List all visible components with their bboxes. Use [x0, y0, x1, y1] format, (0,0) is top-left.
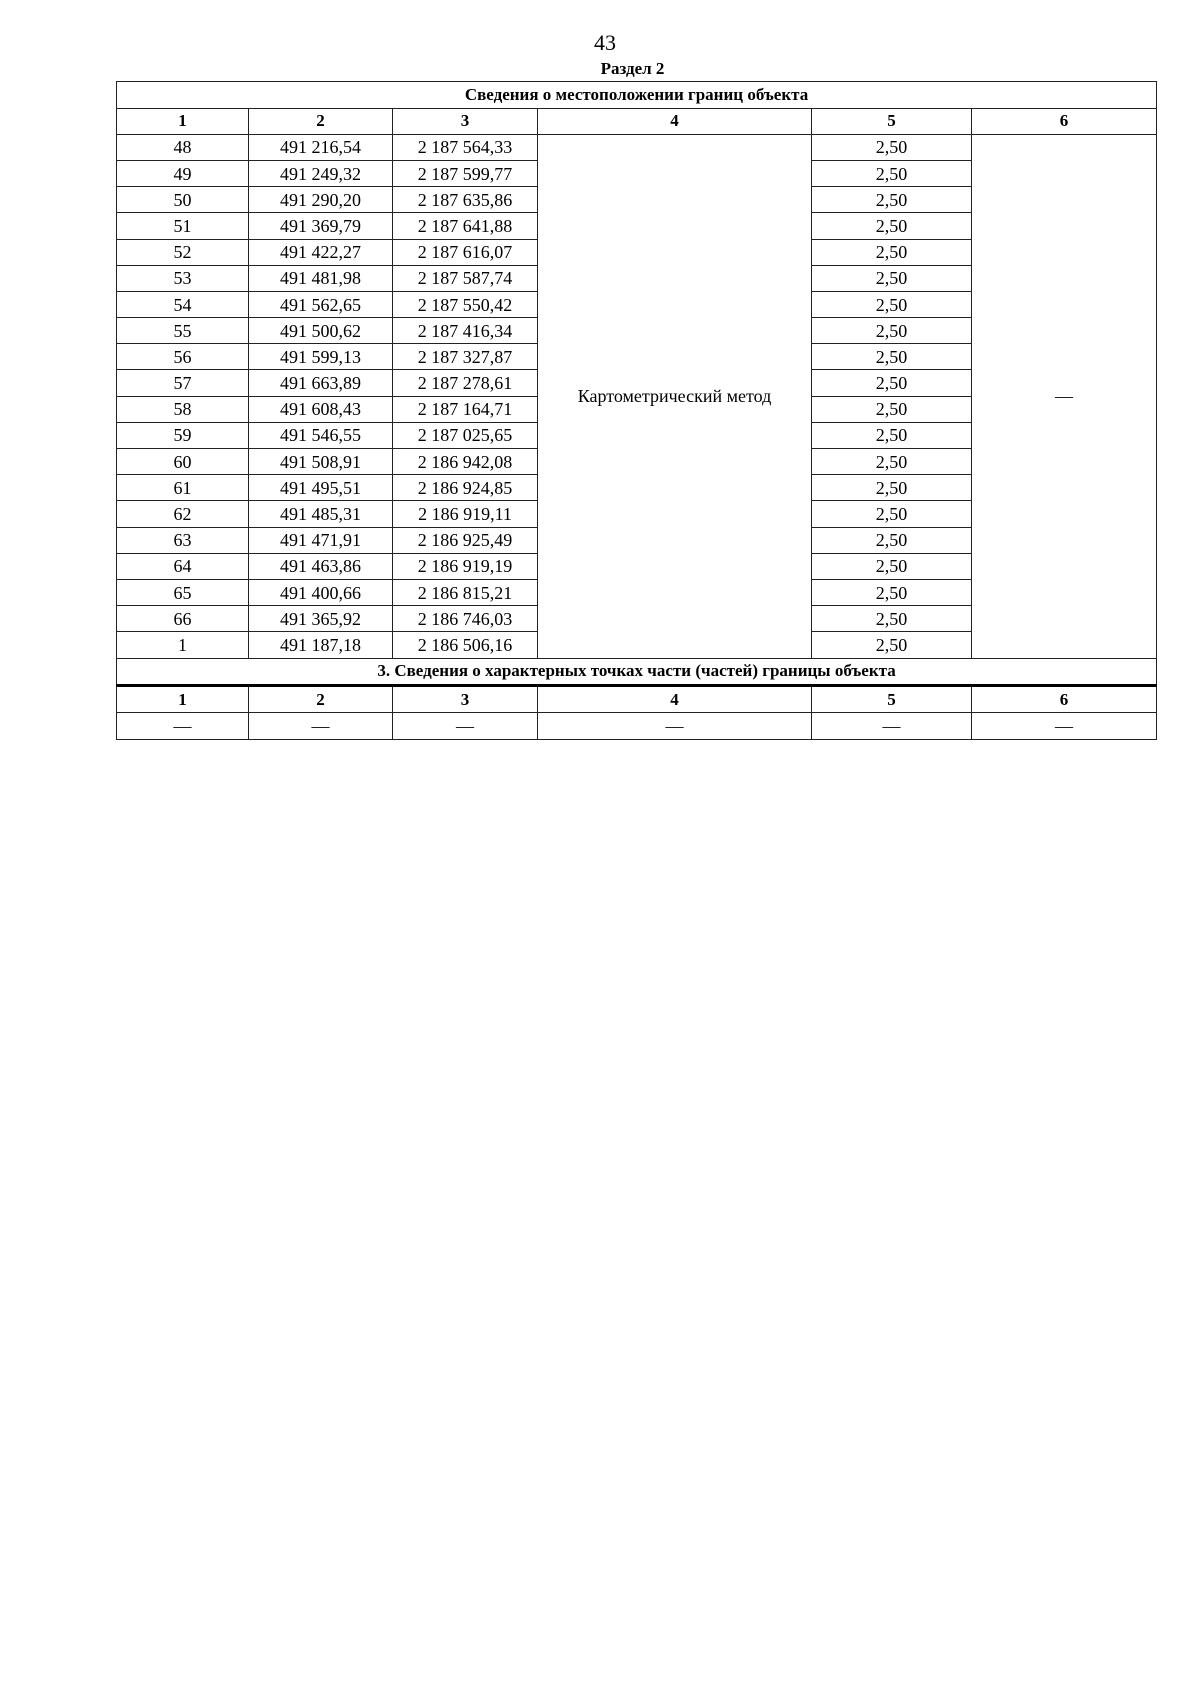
column-number: 4: [538, 686, 812, 713]
coordinate-x-cell: 491 495,51: [249, 475, 393, 501]
accuracy-cell: 2,50: [812, 475, 972, 501]
accuracy-cell: 2,50: [812, 527, 972, 553]
accuracy-cell: 2,50: [812, 239, 972, 265]
coordinate-x-cell: 491 599,13: [249, 344, 393, 370]
coordinate-y-cell: 2 187 327,87: [393, 344, 538, 370]
coordinate-x-cell: 491 608,43: [249, 396, 393, 422]
coordinate-y-cell: 2 187 164,71: [393, 396, 538, 422]
coordinate-y-cell: 2 186 815,21: [393, 579, 538, 605]
coordinate-x-cell: 491 463,86: [249, 553, 393, 579]
parts-cell: —: [972, 713, 1157, 739]
point-number-cell: 50: [117, 187, 249, 213]
coordinate-x-cell: 491 365,92: [249, 606, 393, 632]
coordinate-x-cell: 491 249,32: [249, 160, 393, 186]
point-number-cell: 53: [117, 265, 249, 291]
accuracy-cell: 2,50: [812, 449, 972, 475]
coordinate-y-cell: 2 186 942,08: [393, 449, 538, 475]
parts-caption-row: [117, 658, 1157, 686]
column-number: 1: [117, 108, 249, 134]
parts-cell: —: [393, 713, 538, 739]
column-number: 3: [393, 108, 538, 134]
coordinate-y-cell: 2 186 925,49: [393, 527, 538, 553]
parts-row: [117, 713, 1157, 739]
table-caption-main: Сведения о местоположении границ объекта: [117, 82, 1157, 109]
accuracy-cell: 2,50: [812, 422, 972, 448]
point-number-cell: 59: [117, 422, 249, 448]
column-number: 5: [812, 686, 972, 713]
coordinate-x-cell: 491 485,31: [249, 501, 393, 527]
accuracy-cell: 2,50: [812, 265, 972, 291]
point-number-cell: 52: [117, 239, 249, 265]
coordinate-y-cell: 2 186 919,19: [393, 553, 538, 579]
coordinate-x-cell: 491 216,54: [249, 134, 393, 160]
point-number-cell: 60: [117, 449, 249, 475]
point-number-cell: 54: [117, 291, 249, 317]
point-number-cell: 51: [117, 213, 249, 239]
coordinate-x-cell: 491 508,91: [249, 449, 393, 475]
coordinate-y-cell: 2 187 416,34: [393, 318, 538, 344]
point-number-cell: 55: [117, 318, 249, 344]
coordinate-x-cell: 491 481,98: [249, 265, 393, 291]
coordinate-y-cell: 2 187 616,07: [393, 239, 538, 265]
coordinate-x-cell: 491 187,18: [249, 632, 393, 658]
column-number: 6: [972, 108, 1157, 134]
accuracy-cell: 2,50: [812, 553, 972, 579]
point-number-cell: 56: [117, 344, 249, 370]
accuracy-cell: 2,50: [812, 344, 972, 370]
coordinate-x-cell: 491 369,79: [249, 213, 393, 239]
coordinate-x-cell: 491 663,89: [249, 370, 393, 396]
point-number-cell: 65: [117, 579, 249, 605]
coordinate-y-cell: 2 187 564,33: [393, 134, 538, 160]
coordinate-y-cell: 2 187 599,77: [393, 160, 538, 186]
column-number-row: [117, 108, 1157, 134]
parts-cell: —: [812, 713, 972, 739]
accuracy-cell: 2,50: [812, 213, 972, 239]
boundary-table-body: [117, 82, 1157, 740]
column-number: 4: [538, 108, 812, 134]
accuracy-cell: 2,50: [812, 632, 972, 658]
point-number-cell: 58: [117, 396, 249, 422]
accuracy-cell: 2,50: [812, 160, 972, 186]
parts-cell: —: [249, 713, 393, 739]
point-number-cell: 63: [117, 527, 249, 553]
coordinate-y-cell: 2 187 641,88: [393, 213, 538, 239]
coordinate-y-cell: 2 187 278,61: [393, 370, 538, 396]
point-number-cell: 1: [117, 632, 249, 658]
parts-cell: —: [117, 713, 249, 739]
point-number-cell: 62: [117, 501, 249, 527]
point-number-cell: 64: [117, 553, 249, 579]
accuracy-cell: 2,50: [812, 579, 972, 605]
table-caption-row: [117, 82, 1157, 109]
accuracy-cell: 2,50: [812, 291, 972, 317]
method-cell: Картометрический метод: [538, 134, 812, 658]
point-number-cell: 48: [117, 134, 249, 160]
column-number: 2: [249, 108, 393, 134]
column-number: 1: [117, 686, 249, 713]
boundary-table: [116, 81, 1157, 740]
coordinate-x-cell: 491 400,66: [249, 579, 393, 605]
coordinate-y-cell: 2 186 746,03: [393, 606, 538, 632]
accuracy-cell: 2,50: [812, 396, 972, 422]
coordinate-y-cell: 2 186 924,85: [393, 475, 538, 501]
coordinate-y-cell: 2 186 919,11: [393, 501, 538, 527]
coordinate-x-cell: 491 546,55: [249, 422, 393, 448]
column-number: 3: [393, 686, 538, 713]
point-number-cell: 61: [117, 475, 249, 501]
table-caption-parts: 3. Сведения о характерных точках части (частей) границы объекта: [117, 658, 1157, 686]
accuracy-cell: 2,50: [812, 501, 972, 527]
coordinate-x-cell: 491 422,27: [249, 239, 393, 265]
accuracy-cell: 2,50: [812, 134, 972, 160]
coordinate-x-cell: 491 290,20: [249, 187, 393, 213]
point-number-cell: 49: [117, 160, 249, 186]
coordinate-y-cell: 2 187 025,65: [393, 422, 538, 448]
table-row: [117, 134, 1157, 160]
coordinate-y-cell: 2 187 587,74: [393, 265, 538, 291]
parts-cell: —: [538, 713, 812, 739]
column-number: 2: [249, 686, 393, 713]
coordinate-x-cell: 491 471,91: [249, 527, 393, 553]
column6-cell: —: [972, 134, 1157, 658]
accuracy-cell: 2,50: [812, 606, 972, 632]
parts-column-number-row: [117, 686, 1157, 713]
page-number: 43: [594, 30, 616, 55]
column-number: 6: [972, 686, 1157, 713]
column-number: 5: [812, 108, 972, 134]
accuracy-cell: 2,50: [812, 318, 972, 344]
coordinate-y-cell: 2 187 635,86: [393, 187, 538, 213]
point-number-cell: 57: [117, 370, 249, 396]
section-title: Раздел 2: [600, 59, 665, 78]
coordinate-x-cell: 491 500,62: [249, 318, 393, 344]
point-number-cell: 66: [117, 606, 249, 632]
coordinate-y-cell: 2 186 506,16: [393, 632, 538, 658]
accuracy-cell: 2,50: [812, 370, 972, 396]
coordinate-y-cell: 2 187 550,42: [393, 291, 538, 317]
accuracy-cell: 2,50: [812, 187, 972, 213]
coordinate-x-cell: 491 562,65: [249, 291, 393, 317]
